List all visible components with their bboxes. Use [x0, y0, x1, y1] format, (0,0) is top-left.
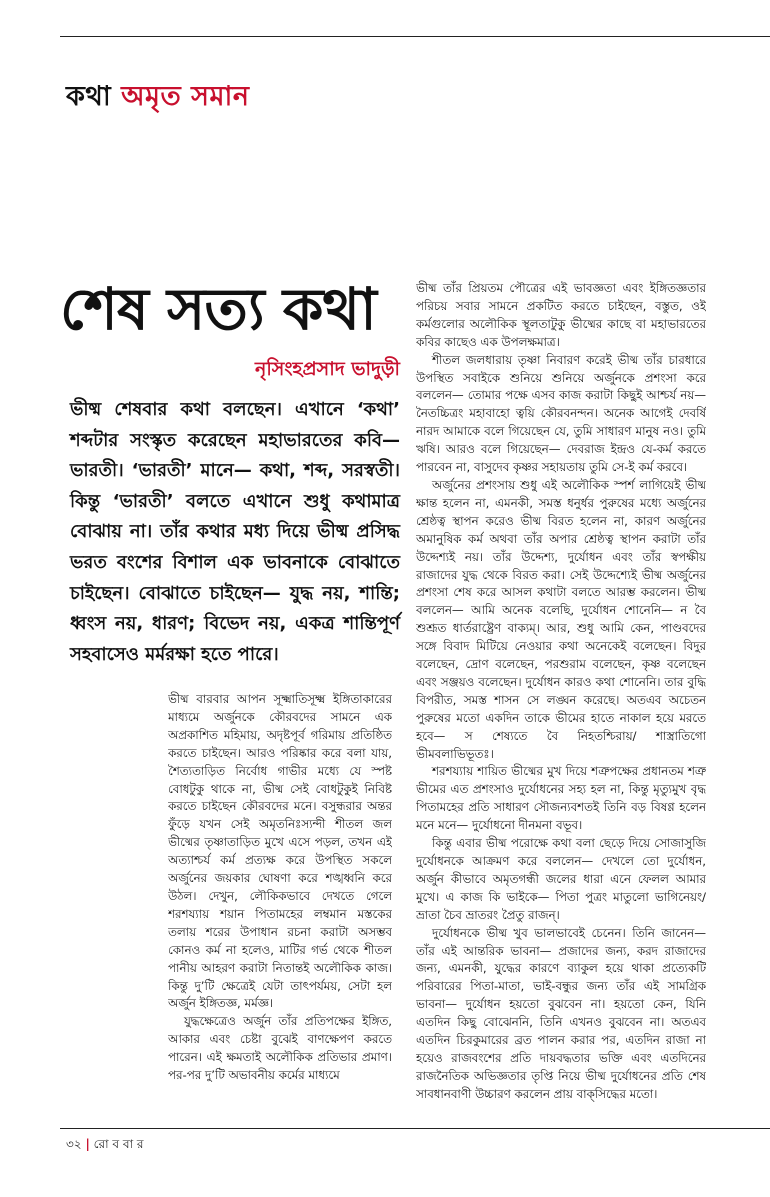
- intro-paragraph: ভীষ্ম শেষবার কথা বলছেন। এখানে ‘কথা’ শব্দটার সংস্কৃত করেছেন মহাভারতের কবি— ভারতী। ‘ভারতী’ মানে— কথা, শব্দ, সরস্বতী। কিন্তু ‘ভারতী’ বলতে এখানে শুধু কথামাত্র বোঝায় না। তাঁর কথার মধ্য দিয়ে ভীষ্ম প্রসিদ্ধ ভরত বংশের বিশাল এক ভাবনাকে বোঝাতে চাইছেন। বোঝাতে চাইছেন— যুদ্ধ নয়, শান্তি; ধ্বংস নয়, ধারণ; বিভেদ নয়, একত্র শান্তিপূর্ণ সহবাসেও মর্মরক্ষা হতে পারে।: [70, 399, 400, 665]
- magazine-name: রো ব বা র: [93, 1137, 144, 1151]
- top-rule: [60, 36, 770, 37]
- column-heading: [66, 76, 249, 121]
- left-body-column: [168, 691, 392, 1121]
- body-paragraph: অর্জুনের প্রশংসায় শুধু এই অলৌকিক স্পর্শ লাগিয়েই ভীষ্ম ক্ষান্ত হলেন না, এমনকী, সমস্ত ধনুর্ধর পুরুষের মধ্যে অর্জুনের শ্রেষ্ঠত্ব স্থাপন করেও ভীষ্ম বিরত হলেন না, কারণ অর্জুনের অমানুষিক কর্ম অথবা তাঁর অপার শ্রেষ্ঠত্ব স্থাপন করাটা তাঁর উদ্দেশ্যই নয়। তাঁর উদ্দেশ্য, দুর্যোধন এবং তাঁর স্বপক্ষীয় রাজাদের যুদ্ধ থেকে বিরত করা। সেই উদ্দেশ্যেই ভীষ্ম অর্জুনের প্রশংসা শেষ করে আসল কথাটা বলতে আরম্ভ করলেন। ভীষ্ম বললেন— আমি অনেক বলেছি, দুর্যোধন শোনেনি— ন বৈ শুশ্রূত ধার্তরাষ্ট্রেণ বাক্যম্। আর, শুধু আমি কেন, পাণ্ডবদের সঙ্গে বিবাদ মিটিয়ে নেওয়ার কথা অনেকেই বলেছেন। বিদুর বলেছেন, দ্রোণ বলেছেন, পরশুরাম বলেছেন, কৃষ্ণ বলেছেন এবং সঞ্জয়ও বলেছেন। দুর্যোধন কারও কথা শোনেনি। তার বুদ্ধি বিপরীত, সমস্ত শাসন সে লঙ্ঘন করেছে। অতএব অচেতন পুরুষের মতো একদিন তাকে ভীমের হাতে নাকাল হয়ে মরতে হবে— স শেষ্যতে বৈ নিহতশ্চিরায়/ শাস্ত্রাতিগো ভীমবলাভিভূতঃ।: [416, 477, 706, 761]
- right-body-column: [416, 280, 706, 1125]
- author-name: নৃসিংহপ্রসাদ ভাদুড়ী: [255, 358, 400, 380]
- column-heading-part2: অমৃত সমান: [121, 81, 250, 112]
- article-title: শেষ সত্য কথা: [60, 275, 376, 343]
- column-heading-part1: কথা: [66, 81, 112, 112]
- body-paragraph: দুর্যোধনকে ভীষ্ম খুব ভালভাবেই চেনেন। তিনি জানেন— তাঁর এই আন্তরিক ভাবনা— প্রজাদের জন্য, করদ রাজাদের জন্য, এমনকী, যুদ্ধের কারণে ব্যাকুল হয়ে থাকা প্রত্যেকটি পরিবারের পিতা-মাতা, ভাই-বন্ধুর জন্য তাঁর এই সামগ্রিক ভাবনা— দুর্যোধন হয়তো বুঝবেন না। হয়তো কেন, যিনি এতদিন কিছু বোঝেননি, তিনি এখনও বুঝবেন না। অতএব এতদিন চিরকুমারের ব্রত পালন করার পর, এতদিন রাজা না হয়েও রাজবংশের প্রতি দায়বদ্ধতার ভক্তি এবং এতদিনের রাজনৈতিক অভিজ্ঞতার তৃপ্তি নিয়ে ভীষ্ম দুর্যোধনের প্রতি শেষ সাবধানবাণী উচ্চারণ করলেন প্রায় বাক্‌সিদ্ধের মতো।: [416, 925, 706, 1101]
- footer-separator: |: [85, 1137, 90, 1151]
- body-paragraph: যুদ্ধক্ষেত্রেও অর্জুন তাঁর প্রতিপক্ষের ইঙ্গিত, আকার এবং চেষ্টা বুঝেই বাণক্ষেপণ করতে পারেন। এই ক্ষমতাই অলৌকিক প্রতিভার প্রমাণ। পর-পর দু’টি অভাবনীয় কর্মের মাধ্যমে: [168, 1014, 392, 1083]
- body-paragraph: শরশয্যায় শায়িত ভীষ্মের মুখ দিয়ে শত্রুপক্ষের প্রধানতম শত্রু ভীমের এত প্রশংসাও দুর্যোধনের সহ্য হল না, কিন্তু মৃত্যুমুখ বৃদ্ধ পিতামহের প্রতি সাধারণ সৌজন্যবশতই তিনি বড় বিষণ্ণ হলেন মনে মনে— দুর্যোধনো দীনমনা বভূব।: [416, 764, 706, 833]
- page-number: ৩২: [66, 1137, 82, 1151]
- body-paragraph: ভীষ্ম বারবার আপন সূক্ষ্মাতিসূক্ষ্ম ইঙ্গিতাকারের মাধ্যমে অর্জুনকে কৌরবদের সামনে এক অপ্রকাশিত মহিমায়, অদৃষ্টপূর্ব গরিমায় প্রতিষ্ঠিত করতে চাইছেন। আরও পরিষ্কার করে বলা যায়, শৈত্যতাড়িত নির্বোধ গাভীর মধ্যে যে স্পষ্ট বোধটুকু থাকে না, ভীষ্ম সেই বোধটুকুই নিবিষ্ট করতে চাইছেন কৌরবদের মনে। বসুন্ধরার অন্তর ফুঁড়ে যখন সেই অমৃতনিঃস্যন্দী শীতল জল ভীষ্মের তৃষ্ণাতাড়িত মুখে এসে পড়ল, তখন এই অত্যাশ্চর্য কর্ম প্রত্যক্ষ করে উপস্থিত সকলে অর্জুনের জয়কার ঘোষণা করে শঙ্খধ্বনি করে উঠল। দেখুন, লৌকিকভাবে দেখতে গেলে শরশয্যায় শয়ান পিতামহের লম্বমান মস্তকের তলায় শরের উপাধান রচনা করাটা অসম্ভব কোনও কর্ম না হলেও, মাটির গর্ভ থেকে শীতল পানীয় আহরণ করাটা নিতান্তই অলৌকিক কাজ। কিন্তু দু’টি ক্ষেত্রেই যেটা তাৎপর্যময়, সেটা হল অর্জুন ইঙ্গিতজ্ঞ, মর্মজ্ঞ।: [168, 692, 392, 1011]
- body-paragraph: শীতল জলধারায় তৃষ্ণা নিবারণ করেই ভীষ্ম তাঁর চারধারে উপস্থিত সবাইকে শুনিয়ে শুনিয়ে অর্জুনকে প্রশংসা করে বললেন— তোমার পক্ষে এসব কাজ করাটা কিছুই আশ্চর্য নয়— নৈতচ্চিত্রং মহাবাহো ত্বয়ি কৌরবনন্দন। অনেক আগেই দেবর্ষি নারদ আমাকে বলে গিয়েছেন যে, তুমি সাধারণ মানুষ নও। তুমি ঋষি। আরও বলে গিয়েছেন— দেবরাজ ইন্দ্রও যে-কর্ম করতে পারবেন না, বাসুদেব কৃষ্ণর সহায়তায় তুমি সে-ই কর্ম করবে।: [416, 352, 706, 475]
- bottom-rule: [60, 1128, 770, 1129]
- page-footer: [66, 1136, 144, 1156]
- body-paragraph: কিন্তু এবার ভীষ্ম পরোক্ষে কথা বলা ছেড়ে দিয়ে সোজাসুজি দুর্যোধনকে আক্রমণ করে বললেন— দেখলে তো দুর্যোধন, অর্জুন কীভাবে অমৃতগন্ধী জলের ধারা এনে ফেলল আমার মুখে। এ কাজ কি ভাইকে— পিতা পুত্রং মাতুলো ভাগিনেয়ং/ ভ্রাতা চৈব ভ্রাতরং প্রৈতু রাজন্।: [416, 836, 706, 922]
- body-paragraph: ভীষ্ম তাঁর প্রিয়তম পৌত্রের এই ভাবজ্ঞতা এবং ইঙ্গিতজ্ঞতার পরিচয় সবার সামনে প্রকটিত করতে চাইছেন, বস্তুত, ওই কর্মগুলোর অলৌকিক স্থূলতাটুকু ভীষ্মের কাছে বা মহাভারতের কবির কাছেও এক উপলক্ষমাত্র।: [416, 281, 706, 349]
